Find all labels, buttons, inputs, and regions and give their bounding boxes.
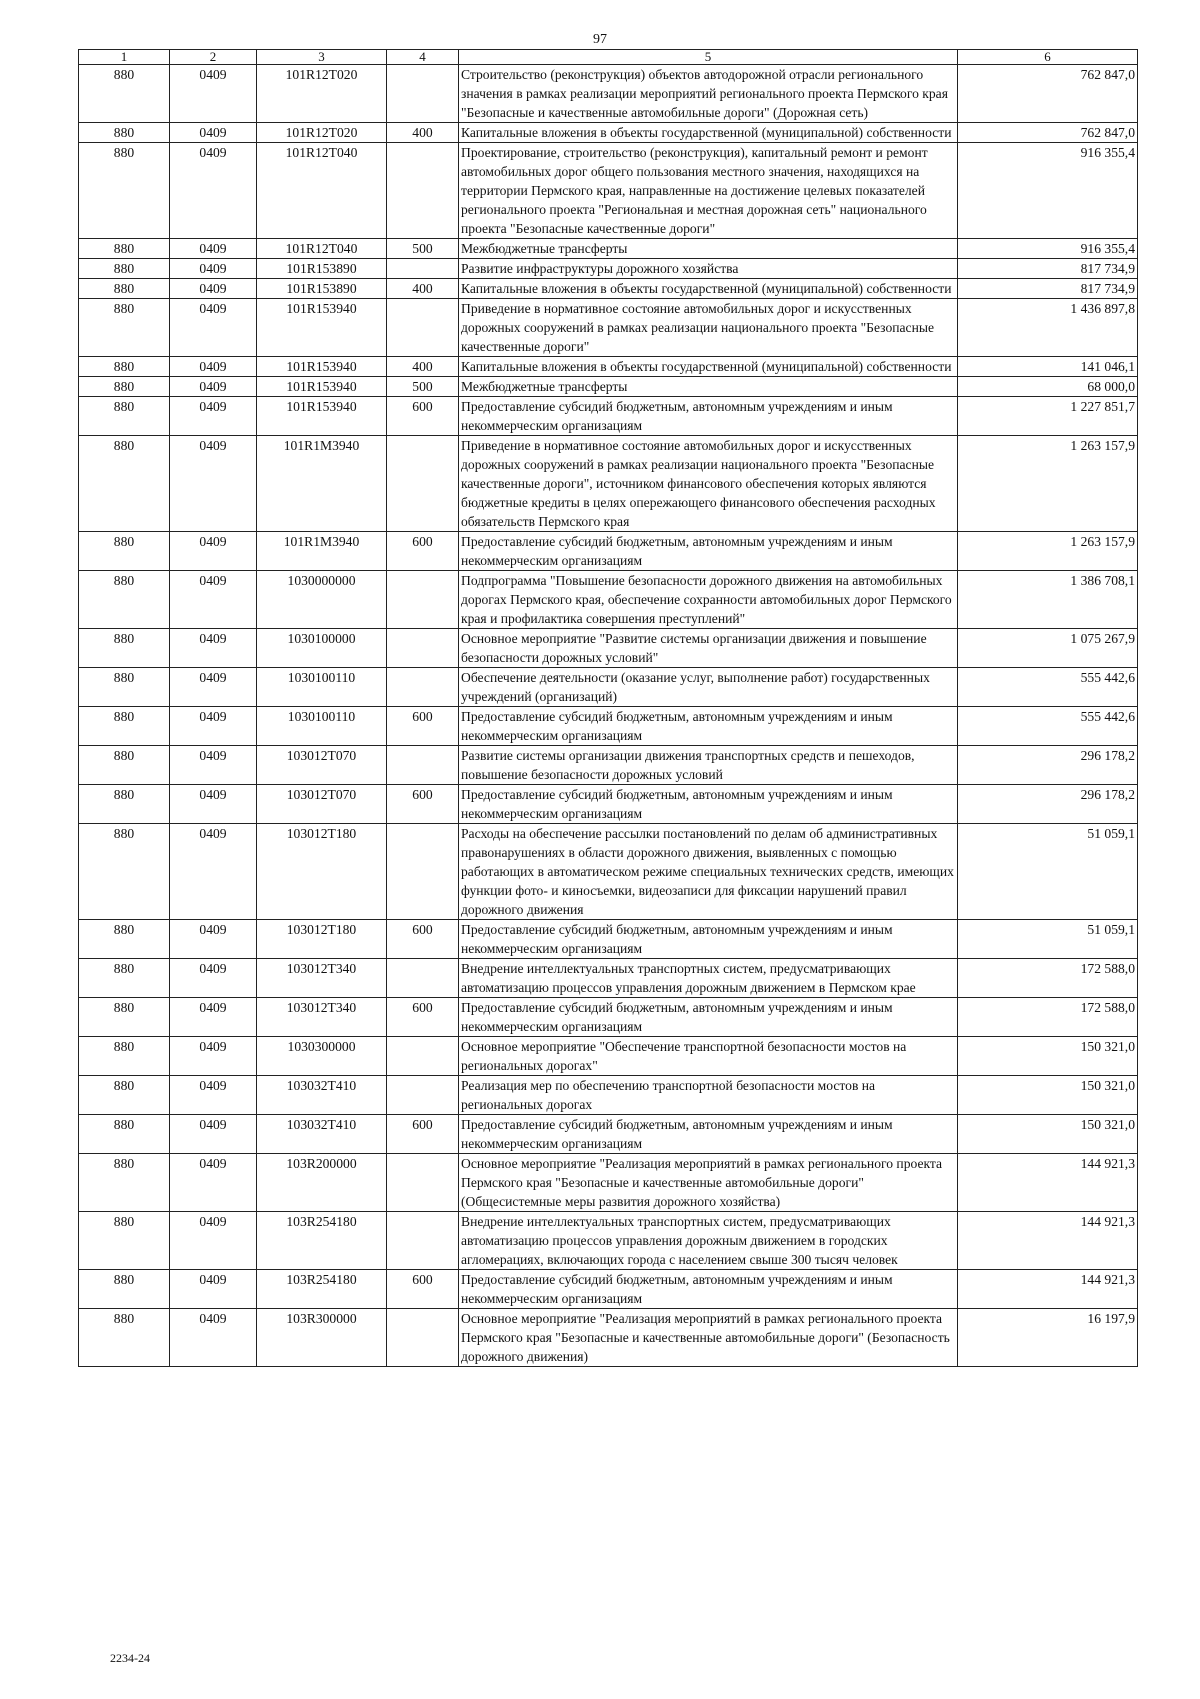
- ministry-code-cell: 880: [79, 397, 170, 436]
- section-code-cell: 0409: [170, 123, 257, 143]
- table-row: [79, 1212, 1138, 1270]
- description-cell: Внедрение интеллектуальных транспортных систем, предусматривающих автоматизацию процессов управления дорожным движением в Пермском крае: [459, 959, 958, 998]
- table-row: [79, 571, 1138, 629]
- ministry-code-cell: 880: [79, 824, 170, 920]
- amount-cell: 762 847,0: [958, 123, 1138, 143]
- document-code: 2234-24: [110, 1651, 150, 1665]
- table-row: [79, 1154, 1138, 1212]
- amount-cell: 296 178,2: [958, 746, 1138, 785]
- section-code-cell: 0409: [170, 746, 257, 785]
- section-code-cell: 0409: [170, 959, 257, 998]
- ministry-code-cell: 880: [79, 1270, 170, 1309]
- table-row: [79, 959, 1138, 998]
- section-code-cell: 0409: [170, 299, 257, 357]
- table-row: [79, 299, 1138, 357]
- ministry-code-cell: 880: [79, 707, 170, 746]
- column-header: 2: [170, 50, 257, 65]
- table-row: [79, 1309, 1138, 1367]
- ministry-code-cell: 880: [79, 65, 170, 123]
- section-code-cell: 0409: [170, 998, 257, 1037]
- table-row: [79, 532, 1138, 571]
- description-cell: Предоставление субсидий бюджетным, автономным учреждениям и иным некоммерческим организациям: [459, 707, 958, 746]
- amount-cell: 555 442,6: [958, 707, 1138, 746]
- table-row: [79, 668, 1138, 707]
- target-article-cell: 1030100110: [257, 707, 387, 746]
- section-code-cell: 0409: [170, 1037, 257, 1076]
- amount-cell: 817 734,9: [958, 259, 1138, 279]
- table-row: [79, 1115, 1138, 1154]
- section-code-cell: 0409: [170, 436, 257, 532]
- expense-type-cell: [387, 959, 459, 998]
- target-article-cell: 101R153940: [257, 397, 387, 436]
- description-cell: Обеспечение деятельности (оказание услуг, выполнение работ) государственных учреждений (организаций): [459, 668, 958, 707]
- description-cell: Подпрограмма "Повышение безопасности дорожного движения на автомобильных дорогах Пермского края, обеспечение сохранности автомобильных дорог Пермского края и профилактика совершения преступлений": [459, 571, 958, 629]
- description-cell: Предоставление субсидий бюджетным, автономным учреждениям и иным некоммерческим организациям: [459, 920, 958, 959]
- expense-type-cell: [387, 629, 459, 668]
- section-code-cell: 0409: [170, 1076, 257, 1115]
- ministry-code-cell: 880: [79, 1037, 170, 1076]
- description-cell: Основное мероприятие "Реализация мероприятий в рамках регионального проекта Пермского края "Безопасные и качественные автомобильные дороги" (Общесистемные меры развития дорожного хозяйства): [459, 1154, 958, 1212]
- amount-cell: 1 227 851,7: [958, 397, 1138, 436]
- amount-cell: 16 197,9: [958, 1309, 1138, 1367]
- target-article-cell: 103012T340: [257, 998, 387, 1037]
- description-cell: Предоставление субсидий бюджетным, автономным учреждениям и иным некоммерческим организациям: [459, 998, 958, 1037]
- section-code-cell: 0409: [170, 1115, 257, 1154]
- target-article-cell: 101R1M3940: [257, 436, 387, 532]
- target-article-cell: 1030000000: [257, 571, 387, 629]
- target-article-cell: 1030100110: [257, 668, 387, 707]
- amount-cell: 68 000,0: [958, 377, 1138, 397]
- expense-type-cell: [387, 436, 459, 532]
- table-row: [79, 397, 1138, 436]
- table-row: [79, 65, 1138, 123]
- table-row: [79, 436, 1138, 532]
- target-article-cell: 103R200000: [257, 1154, 387, 1212]
- table-row: [79, 357, 1138, 377]
- description-cell: Предоставление субсидий бюджетным, автономным учреждениям и иным некоммерческим организациям: [459, 397, 958, 436]
- target-article-cell: 103012T180: [257, 824, 387, 920]
- table-body: [79, 65, 1138, 1367]
- ministry-code-cell: 880: [79, 1212, 170, 1270]
- table-row: [79, 143, 1138, 239]
- ministry-code-cell: 880: [79, 377, 170, 397]
- column-header: 6: [958, 50, 1138, 65]
- expense-type-cell: 400: [387, 279, 459, 299]
- amount-cell: 150 321,0: [958, 1115, 1138, 1154]
- description-cell: Основное мероприятие "Обеспечение транспортной безопасности мостов на региональных дорогах": [459, 1037, 958, 1076]
- target-article-cell: 101R153890: [257, 259, 387, 279]
- expense-type-cell: [387, 143, 459, 239]
- expense-type-cell: 600: [387, 920, 459, 959]
- expense-type-cell: 600: [387, 998, 459, 1037]
- target-article-cell: 103R254180: [257, 1270, 387, 1309]
- expense-type-cell: [387, 1154, 459, 1212]
- expense-type-cell: 600: [387, 1270, 459, 1309]
- amount-cell: 762 847,0: [958, 65, 1138, 123]
- description-cell: Предоставление субсидий бюджетным, автономным учреждениям и иным некоммерческим организациям: [459, 785, 958, 824]
- description-cell: Реализация мер по обеспечению транспортной безопасности мостов на региональных дорогах: [459, 1076, 958, 1115]
- ministry-code-cell: 880: [79, 998, 170, 1037]
- target-article-cell: 101R153940: [257, 299, 387, 357]
- target-article-cell: 101R12T020: [257, 65, 387, 123]
- target-article-cell: 103012T180: [257, 920, 387, 959]
- description-cell: Основное мероприятие "Развитие системы организации движения и повышение безопасности дорожных условий": [459, 629, 958, 668]
- section-code-cell: 0409: [170, 279, 257, 299]
- description-cell: Межбюджетные трансферты: [459, 377, 958, 397]
- target-article-cell: 103R254180: [257, 1212, 387, 1270]
- expense-type-cell: 600: [387, 397, 459, 436]
- amount-cell: 51 059,1: [958, 824, 1138, 920]
- column-header: 1: [79, 50, 170, 65]
- expense-type-cell: 400: [387, 123, 459, 143]
- ministry-code-cell: 880: [79, 299, 170, 357]
- section-code-cell: 0409: [170, 571, 257, 629]
- section-code-cell: 0409: [170, 357, 257, 377]
- ministry-code-cell: 880: [79, 1309, 170, 1367]
- table-row: [79, 920, 1138, 959]
- section-code-cell: 0409: [170, 707, 257, 746]
- description-cell: Проектирование, строительство (реконструкция), капитальный ремонт и ремонт автомобильных дорог общего пользования местного значения, находящихся на территории Пермского края, направленные на достижение целевых показателей регионального проекта "Региональная и местная дорожная сеть" национального проекта "Безопасные качественные дороги": [459, 143, 958, 239]
- section-code-cell: 0409: [170, 1154, 257, 1212]
- expense-type-cell: [387, 65, 459, 123]
- amount-cell: 150 321,0: [958, 1076, 1138, 1115]
- table-row: [79, 629, 1138, 668]
- description-cell: Капитальные вложения в объекты государственной (муниципальной) собственности: [459, 279, 958, 299]
- description-cell: Развитие системы организации движения транспортных средств и пешеходов, повышение безопасности дорожных условий: [459, 746, 958, 785]
- table-row: [79, 746, 1138, 785]
- ministry-code-cell: 880: [79, 1115, 170, 1154]
- expense-type-cell: [387, 1309, 459, 1367]
- section-code-cell: 0409: [170, 1309, 257, 1367]
- ministry-code-cell: 880: [79, 259, 170, 279]
- section-code-cell: 0409: [170, 920, 257, 959]
- section-code-cell: 0409: [170, 629, 257, 668]
- ministry-code-cell: 880: [79, 668, 170, 707]
- column-header: 3: [257, 50, 387, 65]
- expense-type-cell: [387, 746, 459, 785]
- expense-type-cell: 600: [387, 707, 459, 746]
- section-code-cell: 0409: [170, 143, 257, 239]
- amount-cell: 144 921,3: [958, 1154, 1138, 1212]
- amount-cell: 1 436 897,8: [958, 299, 1138, 357]
- target-article-cell: 101R153940: [257, 377, 387, 397]
- amount-cell: 1 075 267,9: [958, 629, 1138, 668]
- section-code-cell: 0409: [170, 824, 257, 920]
- description-cell: Строительство (реконструкция) объектов автодорожной отрасли регионального значения в рамках реализации мероприятий регионального проекта Пермского края "Безопасные и качественные автомобильные дороги" (Дорожная сеть): [459, 65, 958, 123]
- table-row: [79, 824, 1138, 920]
- description-cell: Приведение в нормативное состояние автомобильных дорог и искусственных дорожных сооружений в рамках реализации национального проекта "Безопасные качественные дороги": [459, 299, 958, 357]
- ministry-code-cell: 880: [79, 239, 170, 259]
- expense-type-cell: 600: [387, 785, 459, 824]
- budget-table: [78, 49, 1138, 1367]
- section-code-cell: 0409: [170, 259, 257, 279]
- header-row: [79, 50, 1138, 65]
- description-cell: Межбюджетные трансферты: [459, 239, 958, 259]
- table-row: [79, 1076, 1138, 1115]
- ministry-code-cell: 880: [79, 1154, 170, 1212]
- ministry-code-cell: 880: [79, 1076, 170, 1115]
- target-article-cell: 101R153890: [257, 279, 387, 299]
- amount-cell: 172 588,0: [958, 998, 1138, 1037]
- ministry-code-cell: 880: [79, 920, 170, 959]
- target-article-cell: 101R153940: [257, 357, 387, 377]
- target-article-cell: 101R12T040: [257, 143, 387, 239]
- amount-cell: 144 921,3: [958, 1270, 1138, 1309]
- section-code-cell: 0409: [170, 1212, 257, 1270]
- target-article-cell: 103012T070: [257, 785, 387, 824]
- expense-type-cell: [387, 824, 459, 920]
- section-code-cell: 0409: [170, 532, 257, 571]
- amount-cell: 916 355,4: [958, 239, 1138, 259]
- amount-cell: 916 355,4: [958, 143, 1138, 239]
- expense-type-cell: 600: [387, 1115, 459, 1154]
- ministry-code-cell: 880: [79, 532, 170, 571]
- column-header: 5: [459, 50, 958, 65]
- amount-cell: 1 386 708,1: [958, 571, 1138, 629]
- expense-type-cell: [387, 299, 459, 357]
- expense-type-cell: [387, 571, 459, 629]
- description-cell: Развитие инфраструктуры дорожного хозяйства: [459, 259, 958, 279]
- ministry-code-cell: 880: [79, 436, 170, 532]
- description-cell: Капитальные вложения в объекты государственной (муниципальной) собственности: [459, 123, 958, 143]
- amount-cell: 172 588,0: [958, 959, 1138, 998]
- table-row: [79, 785, 1138, 824]
- table-row: [79, 123, 1138, 143]
- target-article-cell: 1030100000: [257, 629, 387, 668]
- ministry-code-cell: 880: [79, 571, 170, 629]
- table-row: [79, 239, 1138, 259]
- amount-cell: 150 321,0: [958, 1037, 1138, 1076]
- expense-type-cell: [387, 259, 459, 279]
- table-row: [79, 1270, 1138, 1309]
- ministry-code-cell: 880: [79, 279, 170, 299]
- target-article-cell: 101R12T020: [257, 123, 387, 143]
- target-article-cell: 101R1M3940: [257, 532, 387, 571]
- description-cell: Предоставление субсидий бюджетным, автономным учреждениям и иным некоммерческим организациям: [459, 1115, 958, 1154]
- section-code-cell: 0409: [170, 65, 257, 123]
- expense-type-cell: [387, 1076, 459, 1115]
- ministry-code-cell: 880: [79, 123, 170, 143]
- section-code-cell: 0409: [170, 1270, 257, 1309]
- expense-type-cell: [387, 1037, 459, 1076]
- ministry-code-cell: 880: [79, 629, 170, 668]
- amount-cell: 296 178,2: [958, 785, 1138, 824]
- description-cell: Приведение в нормативное состояние автомобильных дорог и искусственных дорожных сооружений в рамках реализации национального проекта "Безопасные качественные дороги", источником финансового обеспечения которых являются бюджетные кредиты в целях опережающего финансового обеспечения расходных обязательств Пермского края: [459, 436, 958, 532]
- table-row: [79, 1037, 1138, 1076]
- section-code-cell: 0409: [170, 785, 257, 824]
- description-cell: Предоставление субсидий бюджетным, автономным учреждениям и иным некоммерческим организациям: [459, 532, 958, 571]
- target-article-cell: 103R300000: [257, 1309, 387, 1367]
- table-row: [79, 259, 1138, 279]
- expense-type-cell: [387, 1212, 459, 1270]
- target-article-cell: 103032T410: [257, 1076, 387, 1115]
- section-code-cell: 0409: [170, 397, 257, 436]
- table-row: [79, 377, 1138, 397]
- ministry-code-cell: 880: [79, 143, 170, 239]
- description-cell: Предоставление субсидий бюджетным, автономным учреждениям и иным некоммерческим организациям: [459, 1270, 958, 1309]
- amount-cell: 1 263 157,9: [958, 532, 1138, 571]
- table-row: [79, 707, 1138, 746]
- target-article-cell: 103012T340: [257, 959, 387, 998]
- section-code-cell: 0409: [170, 668, 257, 707]
- table-row: [79, 279, 1138, 299]
- amount-cell: 51 059,1: [958, 920, 1138, 959]
- description-cell: Основное мероприятие "Реализация мероприятий в рамках регионального проекта Пермского края "Безопасные и качественные автомобильные дороги" (Безопасность дорожного движения): [459, 1309, 958, 1367]
- table-row: [79, 998, 1138, 1037]
- expense-type-cell: [387, 668, 459, 707]
- amount-cell: 144 921,3: [958, 1212, 1138, 1270]
- target-article-cell: 101R12T040: [257, 239, 387, 259]
- amount-cell: 141 046,1: [958, 357, 1138, 377]
- expense-type-cell: 600: [387, 532, 459, 571]
- target-article-cell: 103032T410: [257, 1115, 387, 1154]
- amount-cell: 817 734,9: [958, 279, 1138, 299]
- expense-type-cell: 500: [387, 377, 459, 397]
- description-cell: Внедрение интеллектуальных транспортных систем, предусматривающих автоматизацию процессов управления дорожным движением в городских агломерациях, включающих города с населением свыше 300 тысяч человек: [459, 1212, 958, 1270]
- ministry-code-cell: 880: [79, 959, 170, 998]
- target-article-cell: 1030300000: [257, 1037, 387, 1076]
- page-number: 97: [593, 32, 607, 47]
- description-cell: Расходы на обеспечение рассылки постановлений по делам об административных правонарушениях в области дорожного движения, выявленных с помощью работающих в автоматическом режиме специальных технических средств, имеющих функции фото- и киносъемки, видеозаписи для фиксации нарушений правил дорожного движения: [459, 824, 958, 920]
- ministry-code-cell: 880: [79, 746, 170, 785]
- amount-cell: 555 442,6: [958, 668, 1138, 707]
- expense-type-cell: 500: [387, 239, 459, 259]
- column-header: 4: [387, 50, 459, 65]
- expense-type-cell: 400: [387, 357, 459, 377]
- amount-cell: 1 263 157,9: [958, 436, 1138, 532]
- ministry-code-cell: 880: [79, 785, 170, 824]
- description-cell: Капитальные вложения в объекты государственной (муниципальной) собственности: [459, 357, 958, 377]
- ministry-code-cell: 880: [79, 357, 170, 377]
- section-code-cell: 0409: [170, 377, 257, 397]
- section-code-cell: 0409: [170, 239, 257, 259]
- target-article-cell: 103012T070: [257, 746, 387, 785]
